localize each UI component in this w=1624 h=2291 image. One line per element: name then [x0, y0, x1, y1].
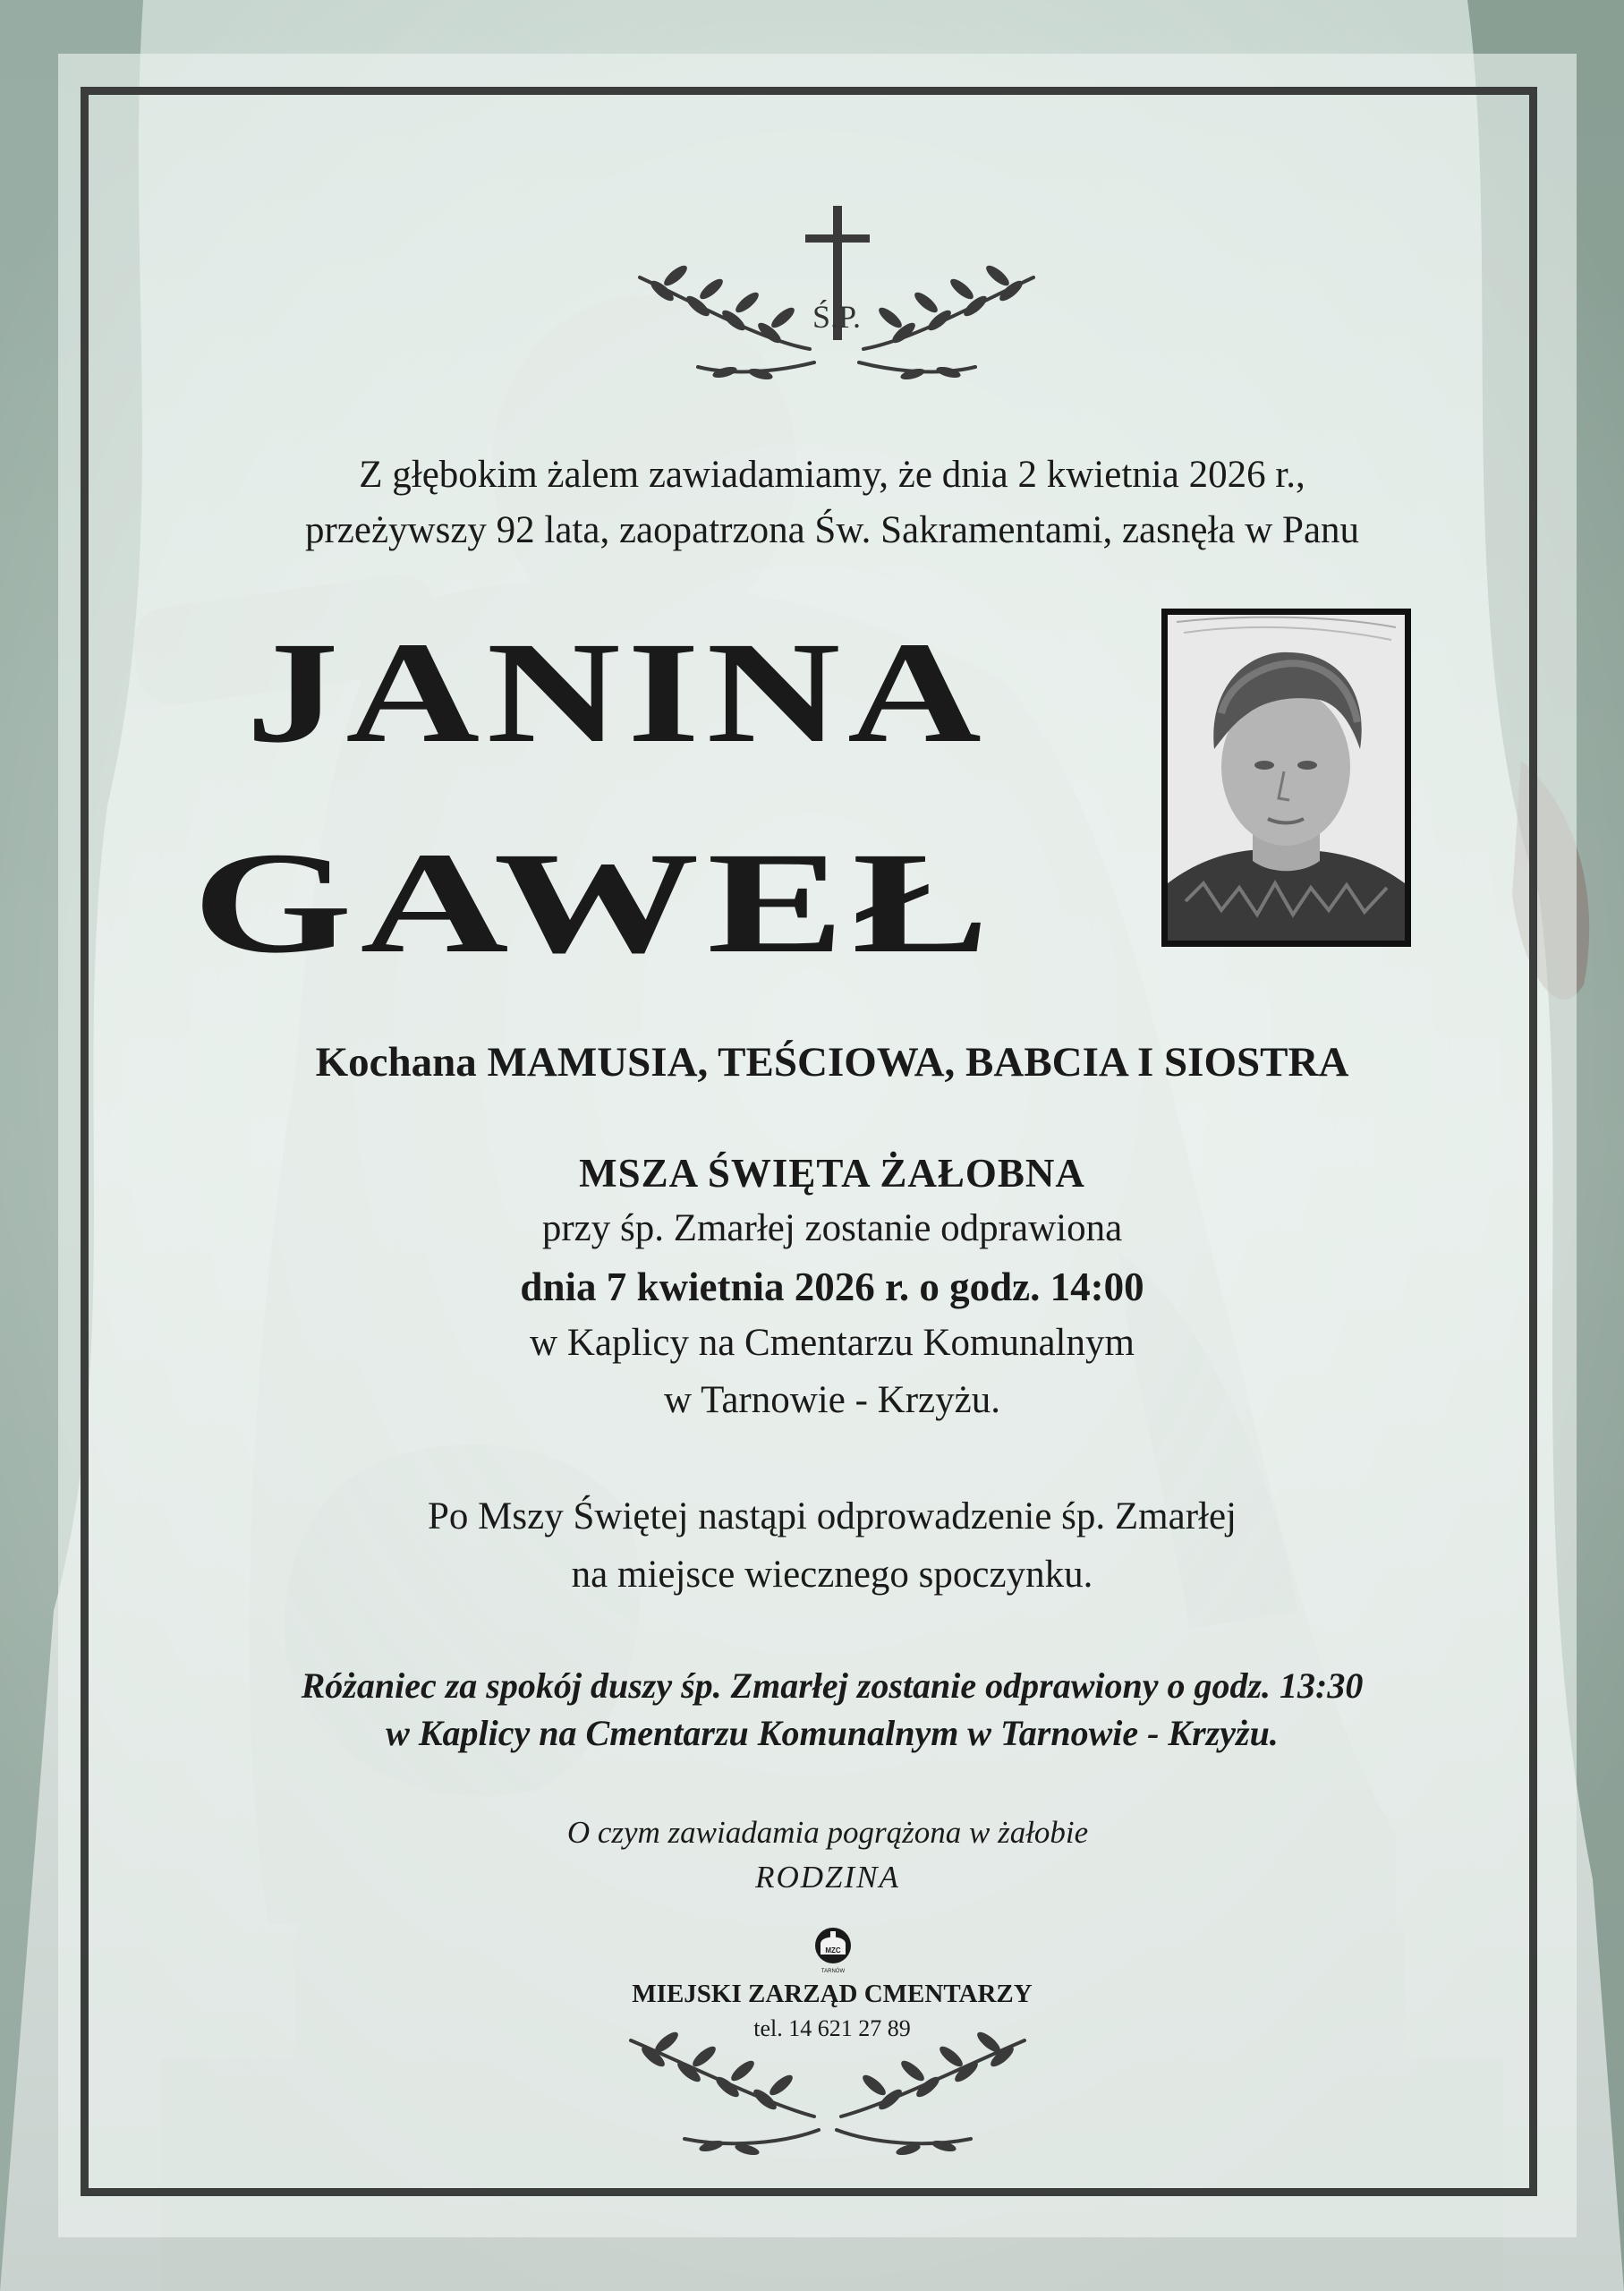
rosary-line-1: Różaniec za spokój duszy śp. Zmarłej zostanie odprawiony o godz. 13:30 — [301, 1665, 1364, 1706]
funeral-mass-place-2: w Tarnowie - Krzyżu. — [664, 1379, 1000, 1421]
family-relations: Kochana MAMUSIA, TEŚCIOWA, BABCIA I SIOSTRA — [315, 1039, 1349, 1086]
intro-line-1: Z głębokim żalem zawiadamiamy, że dnia 2 kwietnia 2026 r., — [359, 454, 1305, 496]
laurel-ornament-bottom — [622, 2031, 1033, 2157]
deceased-portrait-photo — [1161, 609, 1411, 947]
deceased-last-name: GAWEŁ — [192, 823, 998, 984]
signature-family: RODZINA — [755, 1860, 900, 1895]
funeral-mass-place-1: w Kaplicy na Cmentarzu Komunalnym — [530, 1322, 1135, 1364]
logo-text: MZC — [825, 1946, 841, 1955]
procession-line-2: na miejsce wiecznego spoczynku. — [571, 1554, 1093, 1596]
funeral-mass-date-time: dnia 7 kwietnia 2026 r. o godz. 14:00 — [520, 1265, 1144, 1309]
deceased-first-name: JANINA — [246, 613, 989, 773]
sp-abbreviation: Ś.P. — [812, 299, 862, 335]
procession-line-1: Po Mszy Świętej nastąpi odprowadzenie śp. Zmarłej — [428, 1495, 1237, 1537]
funeral-mass-line-1: przy śp. Zmarłej zostanie odprawiona — [541, 1207, 1123, 1249]
company-name: MIEJSKI ZARZĄD CMENTARZY — [632, 1980, 1033, 2008]
logo-subtext: TARNÓW — [821, 1969, 846, 1974]
signature-line-1: O czym zawiadamia pogrążona w żałobie — [566, 1815, 1089, 1850]
funeral-mass-title: MSZA ŚWIĘTA ŻAŁOBNA — [579, 1151, 1085, 1196]
mzc-logo-icon — [810, 1926, 856, 1976]
company-phone: tel. 14 621 27 89 — [753, 2015, 911, 2041]
rosary-line-2: w Kaplicy na Cmentarzu Komunalnym w Tarnowie - Krzyżu. — [386, 1713, 1279, 1753]
cross-laurel-ornament — [626, 206, 1047, 385]
intro-text — [152, 447, 1512, 558]
intro-line-2: przeżywszy 92 lata, zaopatrzona Św. Sakramentami, zasnęła w Panu — [304, 509, 1360, 551]
